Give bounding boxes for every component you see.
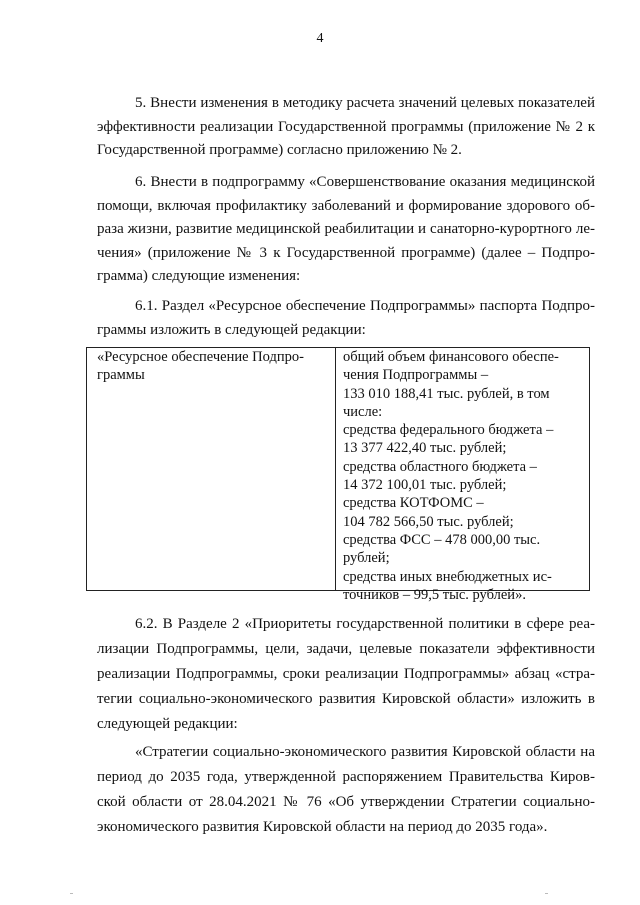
text-line: средства федерального бюджета – bbox=[343, 422, 554, 439]
text-line: граммы bbox=[97, 367, 145, 383]
text-line: раза жизни, развитие медицинской реабилитации и санаторно-курортного ле- bbox=[97, 221, 595, 237]
text-line: 5. Внести изменения в методику расчета значений целевых показателей bbox=[135, 95, 595, 111]
text-line: средства ФСС – 478 000,00 тыс. bbox=[343, 531, 541, 548]
text-line: 104 782 566,50 тыс. рублей; bbox=[343, 513, 514, 530]
text-line: 6. Внести в подпрограмму «Совершенствование оказания медицинской bbox=[135, 174, 595, 190]
text-line: «Стратегии социально-экономического развития Кировской области на bbox=[135, 744, 595, 760]
text-line: общий объем финансового обеспе- bbox=[343, 349, 559, 365]
text-line: ской области от 28.04.2021 № 76 «Об утверждении Стратегии социально- bbox=[97, 794, 595, 810]
paragraph-item-6 bbox=[97, 171, 595, 289]
text-line: помощи, включая профилактику заболеваний и формирование здорового об- bbox=[97, 197, 595, 214]
text-line: чения» (приложение № 3 к Государственной программе) (далее – Подпро- bbox=[97, 244, 595, 261]
text-line: 6.2. В Разделе 2 «Приоритеты государственной политики в сфере реа- bbox=[135, 616, 595, 632]
text-line: средства областного бюджета – bbox=[343, 458, 537, 475]
paragraph-quote bbox=[97, 740, 595, 840]
text-line: точников – 99,5 тыс. рублей». bbox=[343, 586, 526, 603]
text-line: 14 372 100,01 тыс. рублей; bbox=[343, 477, 507, 494]
text-line: лизации Подпрограммы, цели, задачи, целевые показатели эффективности bbox=[97, 641, 595, 657]
table-cell-value bbox=[336, 348, 589, 603]
scan-speck bbox=[70, 893, 73, 894]
text-line: 13 377 422,40 тыс. рублей; bbox=[343, 440, 507, 457]
text-line: 133 010 188,41 тыс. рублей, в том bbox=[343, 385, 550, 402]
text-line: рублей; bbox=[343, 550, 390, 567]
text-line: средства КОТФОМС – bbox=[343, 495, 484, 512]
text-line: средства иных внебюджетных ис- bbox=[343, 568, 552, 585]
text-line: числе: bbox=[343, 403, 383, 420]
resource-table bbox=[86, 347, 590, 603]
paragraph-item-6-1 bbox=[97, 295, 595, 342]
text-line: граммы изложить в следующей редакции: bbox=[97, 321, 366, 338]
text-line: тегии социально-экономического развития Кировской области» изложить в bbox=[97, 691, 595, 707]
text-line: эффективности реализации Государственной программы (приложение № 2 к bbox=[97, 118, 595, 135]
text-line: период до 2035 года, утвержденной распоряжением Правительства Киров- bbox=[97, 769, 595, 785]
text-line: 6.1. Раздел «Ресурсное обеспечение Подпрограммы» паспорта Подпро- bbox=[135, 298, 595, 314]
text-line: «Ресурсное обеспечение Подпро- bbox=[97, 349, 304, 365]
text-line: чения Подпрограммы – bbox=[343, 367, 489, 384]
text-line: следующей редакции: bbox=[97, 716, 238, 732]
scan-speck bbox=[545, 893, 548, 894]
page-number: 4 bbox=[316, 31, 324, 46]
text-line: реализации Подпрограммы, сроки реализации Подпрограммы» абзац «стра- bbox=[97, 666, 595, 682]
table-cell-label bbox=[87, 348, 336, 590]
text-line: грамма) следующие изменения: bbox=[97, 268, 301, 284]
text-line: Государственной программе) согласно приложению № 2. bbox=[97, 142, 462, 158]
paragraph-item-5 bbox=[97, 92, 595, 163]
paragraph-item-6-2 bbox=[97, 612, 595, 737]
text-line: экономического развития Кировской области на период до 2035 года». bbox=[97, 819, 548, 835]
